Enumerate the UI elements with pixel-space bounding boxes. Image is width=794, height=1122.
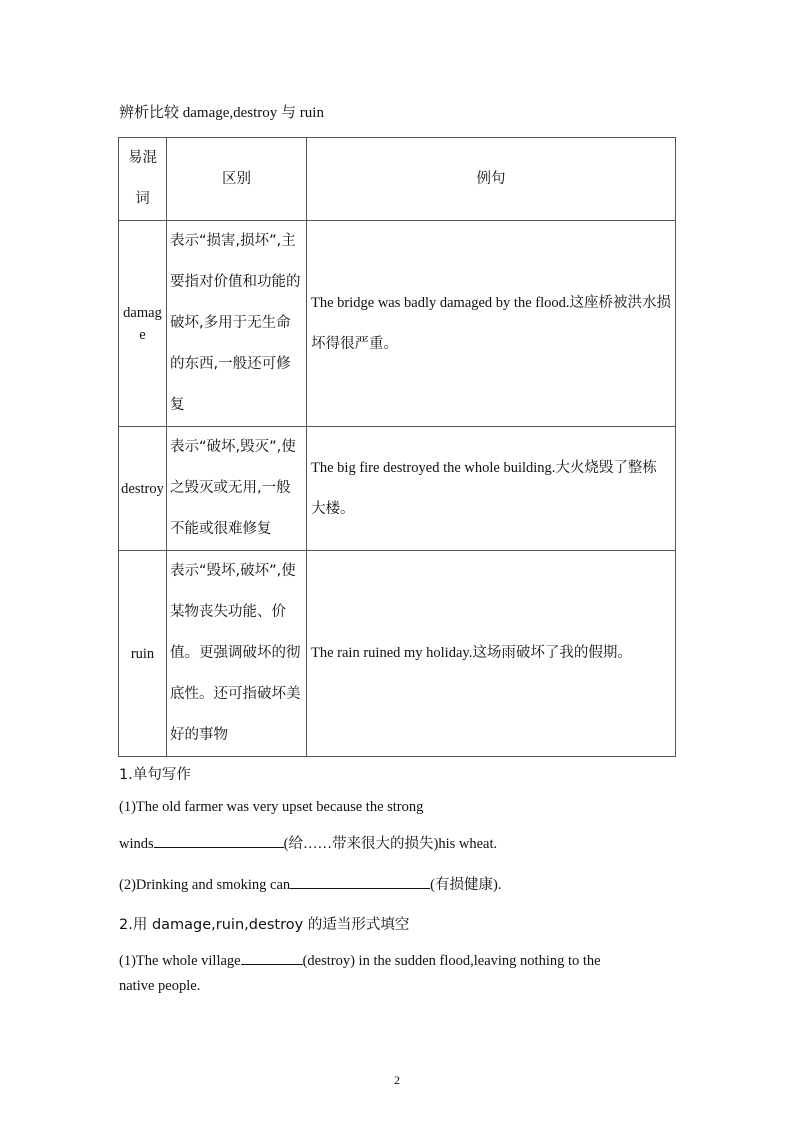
- word-cell: damage: [119, 221, 167, 427]
- section1-title: 1.单句写作: [119, 767, 191, 783]
- table-row: [119, 427, 676, 551]
- question-hint: (有损健康).: [430, 877, 502, 893]
- question-2-1-line2: native people.: [119, 978, 201, 994]
- difference-cell: 表示“毁坏,破坏”,使某物丧失功能、价值。更强调破坏的彻底性。还可指破坏美好的事物: [167, 551, 307, 757]
- question-text: winds: [119, 836, 154, 852]
- answer-blank[interactable]: [290, 874, 430, 889]
- table-row: [119, 221, 676, 427]
- question-1-1-line2: [119, 832, 497, 853]
- answer-blank[interactable]: [241, 950, 303, 965]
- header-difference: 区别: [167, 138, 307, 221]
- table-header-row: [119, 138, 676, 221]
- section2-title: 2.用 damage,ruin,destroy 的适当形式填空: [119, 917, 410, 933]
- header-word: 易混词: [119, 138, 167, 221]
- word-cell: ruin: [119, 551, 167, 757]
- question-hint: (destroy) in the sudden flood,leaving nothing to the: [302, 953, 601, 969]
- difference-cell: 表示“损害,损坏”,主要指对价值和功能的破坏,多用于无生命的东西,一般还可修复: [167, 221, 307, 427]
- question-1-1-line1: (1)The old farmer was very upset because the strong: [119, 799, 424, 815]
- example-cell: The big fire destroyed the whole building.大火烧毁了整栋大楼。: [307, 427, 676, 551]
- question-text: (2)Drinking and smoking can: [119, 877, 291, 893]
- difference-cell: 表示“破坏,毁灭”,使之毁灭或无用,一般不能或很难修复: [167, 427, 307, 551]
- section-heading: 辨析比较 damage,destroy 与 ruin: [119, 105, 324, 121]
- answer-blank[interactable]: [154, 833, 284, 848]
- word-cell: destroy: [119, 427, 167, 551]
- example-cell: The bridge was badly damaged by the flood.这座桥被洪水损坏得很严重。: [307, 221, 676, 427]
- header-example: 例句: [307, 138, 676, 221]
- example-cell: The rain ruined my holiday.这场雨破坏了我的假期。: [307, 551, 676, 757]
- table-row: [119, 551, 676, 757]
- question-1-2: [119, 873, 501, 894]
- question-hint: (给……带来很大的损失)his wheat.: [283, 836, 498, 852]
- page-number: 2: [394, 1073, 400, 1087]
- comparison-table: [118, 137, 676, 757]
- question-text: (1)The whole village: [119, 953, 241, 969]
- question-2-1-line1: [119, 950, 601, 970]
